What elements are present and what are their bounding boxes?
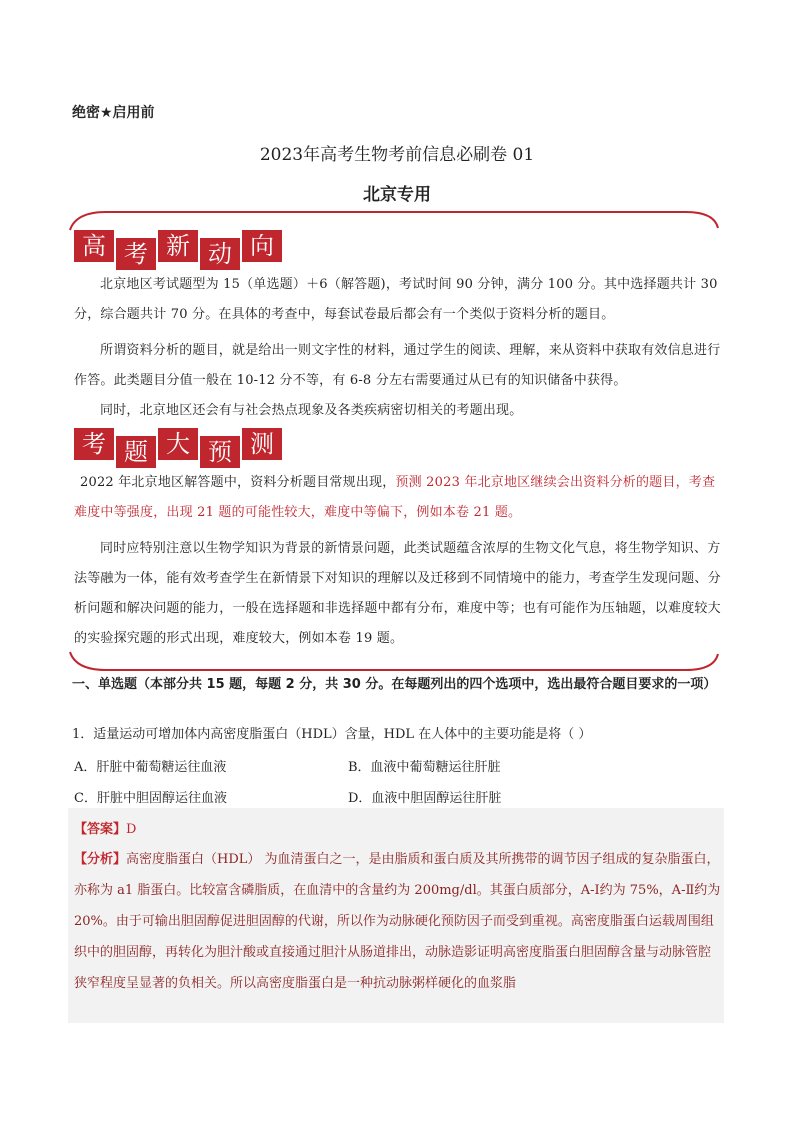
section-heading: 一、单选题（本部分共 15 题，每题 2 分，共 30 分。在每题列出的四个选项中，选出最符合题目要求的一项） [72, 677, 717, 692]
question-1-option-a: A．肝脏中葡萄糖运往血液 [74, 760, 227, 775]
banner-char: 新 [158, 230, 198, 262]
confidential-label: 绝密★启用前 [72, 105, 155, 121]
prediction-lead-text: 2022 年北京地区解答题中，资料分析题目常规出现， [80, 475, 396, 490]
banner-char: 高 [74, 230, 114, 262]
question-1-option-b: B．血液中葡萄糖运往肝脏 [348, 760, 501, 775]
banner-char: 大 [158, 428, 198, 460]
prediction-paragraph-1 [74, 468, 724, 528]
page-subtitle: 北京专用 [363, 185, 431, 205]
banner-char: 考 [116, 238, 156, 270]
answer-value: D [126, 822, 137, 837]
question-1-stem: 1．适量运动可增加体内高密度脂蛋白（HDL）含量，HDL 在人体中的主要功能是将（ ） [72, 727, 592, 742]
banner-char: 动 [200, 238, 240, 270]
intro-paragraph-3: 同时，北京地区还会有与社会热点现象及各类疾病密切相关的考题出现。 [100, 403, 523, 418]
bottom-divider-curve [66, 648, 722, 674]
intro-paragraph-1: 北京地区考试题型为 15（单选题）＋6（解答题)，考试时间 90 分钟，满分 100 分。其中选择题共计 30 分，综合题共计 70 分。在具体的考查中，每套试卷最后都会有一个类似于资料分析的题目。 [74, 277, 718, 322]
prediction-highlight-text: 预测 2023 年北京地区继续会出资料分析的题目，考查难度中等强度，出现 21 题的可能性较大，难度中等偏下，例如本卷 21 题。 [74, 475, 716, 520]
banner-exam-prediction [74, 428, 282, 466]
analysis-body: 高密度脂蛋白（HDL） 为血清蛋白之一，是由脂质和蛋白质及其所携带的调节因子组成的复杂脂蛋白，亦称为 a1 脂蛋白。比较富含磷脂质，在血清中的含量约为 200mg/dl。其蛋白质部分，A-Ⅰ约为 75%，A-Ⅱ约为 20%。由于可输出胆固醇促进胆固醇的代谢，所以作为动脉硬化预防因子而受到重视。高密度脂蛋白运载周围组织中的胆固醇，再转化为胆汁酸或直接通过胆汁从肠道排出，动脉造影证明高密度脂蛋白胆固醇含量与动脉管腔狭窄程度呈显著的负相关。所以高密度脂蛋白是一种抗动脉粥样硬化的血浆脂 [74, 852, 721, 991]
prediction-paragraph-2: 同时应特别注意以生物学知识为背景的新情景问题，此类试题蕴含浓厚的生物文化气息，将生物学知识、方法等融为一体，能有效考查学生在新情景下对知识的理解以及迁移到不同情境中的能力，考查学生发现问题、分析问题和解决问题的能力，一般在选择题和非选择题中都有分布，难度中等；也有可能作为压轴题，以难度较大的实验探究题的形式出现，难度较大，例如本卷 19 题。 [74, 541, 721, 646]
banner-exam-trends [74, 230, 282, 268]
question-1-option-d: D．血液中胆固醇运往肝脏 [348, 791, 502, 806]
question-1-option-c: C．肝脏中胆固醇运往血液 [74, 791, 227, 806]
top-divider-curve [66, 206, 722, 232]
banner-char: 考 [74, 428, 114, 460]
banner-char: 题 [116, 436, 156, 468]
banner-char: 预 [200, 436, 240, 468]
answer-line [74, 818, 136, 837]
banner-char: 测 [242, 428, 282, 460]
analysis-label: 【分析】 [74, 852, 127, 867]
analysis-text [74, 844, 722, 999]
intro-paragraph-2: 所谓资料分析的题目，就是给出一则文字性的材料，通过学生的阅读、理解，来从资料中获取有效信息进行作答。此类题目分值一般在 10-12 分不等，有 6-8 分左右需要通过从已有的知识储备中获得。 [74, 343, 721, 388]
page-title: 2023年高考生物考前信息必刷卷 01 [259, 145, 535, 165]
banner-char: 向 [242, 230, 282, 262]
answer-label: 【答案】 [74, 822, 127, 837]
